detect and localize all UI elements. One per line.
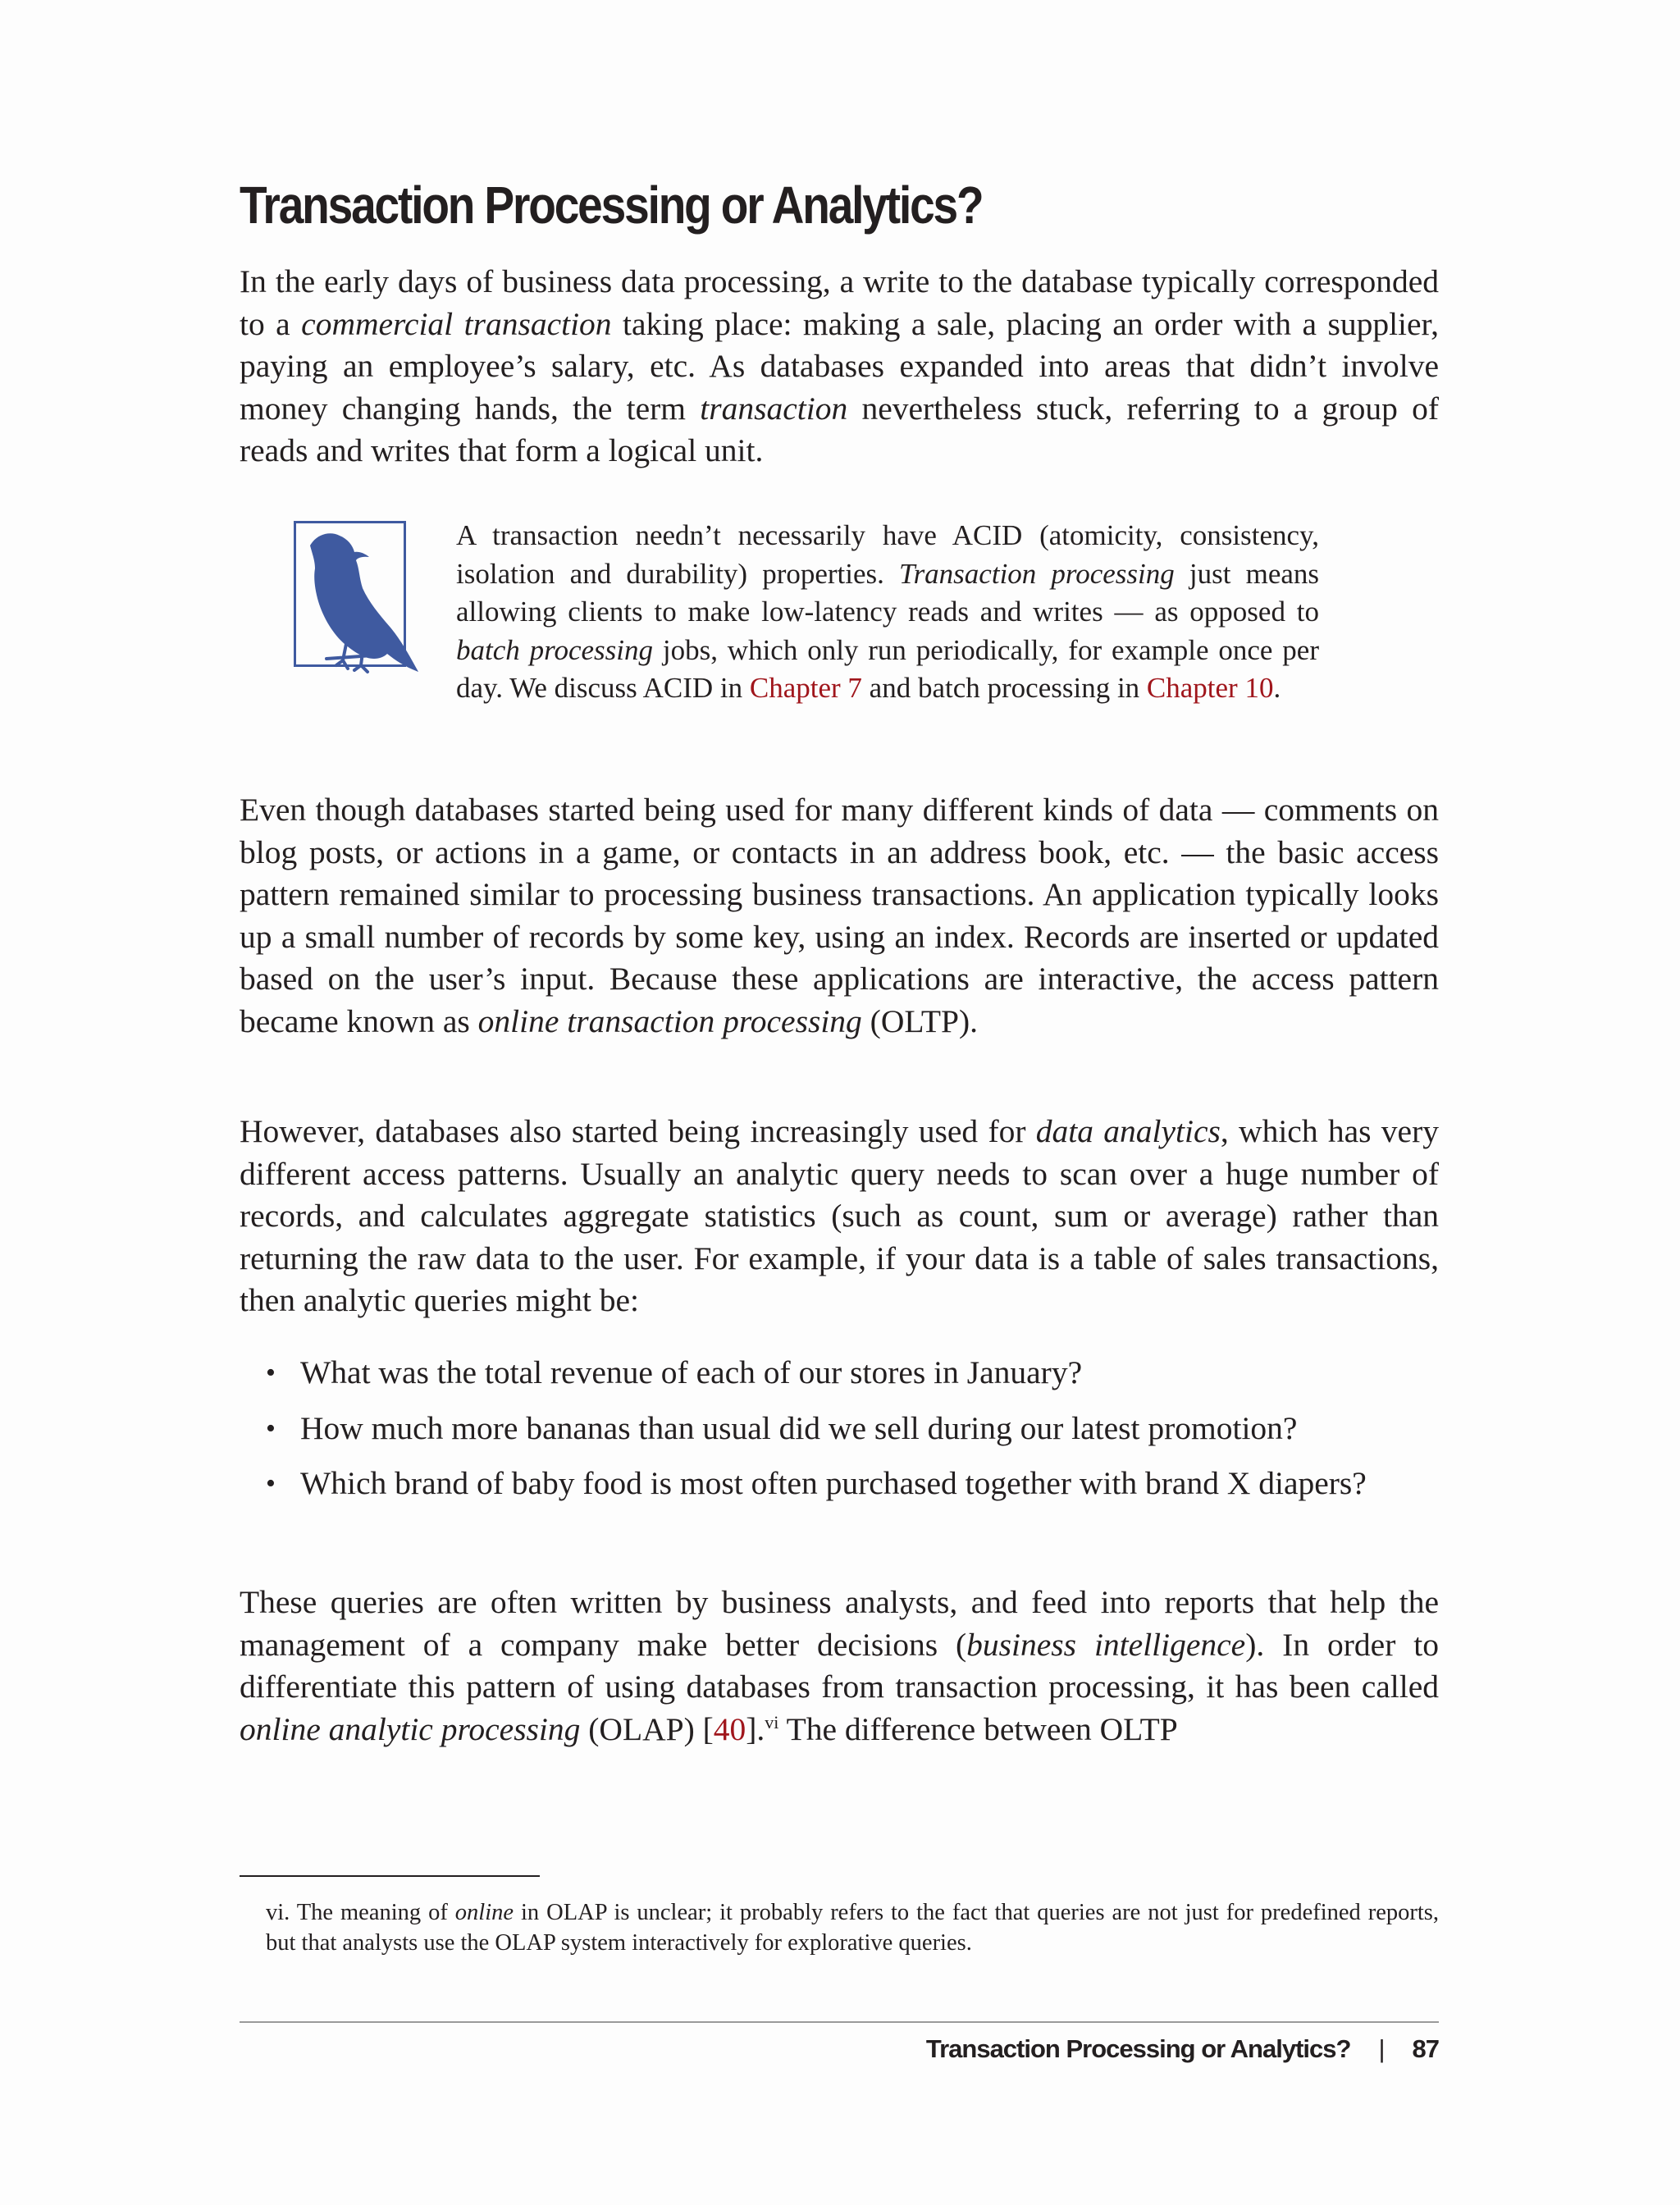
emphasis-term: online transaction processing (477, 1002, 862, 1039)
chapter-10-link[interactable]: Chapter 10 (1146, 672, 1274, 704)
analytic-queries-list (240, 1352, 1439, 1518)
footer-separator: | (1378, 2034, 1385, 2063)
text-run: ). In order to differentiate this pattern of using databases from transaction processing, it has been called (240, 1626, 1440, 1705)
text-run: (OLTP). (861, 1002, 978, 1039)
text-run: in OLAP is unclear; it probably refers to the fact that queries are not just for predefined reports, but that analysts use the OLAP system interactively for explorative queries. (266, 1900, 1440, 1956)
paragraph-olap (240, 1582, 1439, 1751)
list-item (240, 1408, 1439, 1450)
text-run: nevertheless stuck, referring to a group of reads and writes that form a logical unit. (240, 390, 1440, 468)
text-run: just means allowing clients to make low-latency reads and writes — as opposed to (456, 557, 1320, 628)
chapter-7-link[interactable]: Chapter 7 (749, 672, 862, 704)
bullet-icon: • (266, 1358, 276, 1388)
text-run: The meaning of (290, 1900, 455, 1925)
footnote-vi (266, 1897, 1439, 1958)
note-callout (456, 517, 1319, 708)
bullet-icon: • (266, 1413, 276, 1444)
bird-icon (294, 521, 425, 677)
list-item (240, 1352, 1439, 1395)
text-run: ]. (746, 1710, 765, 1747)
footnote-label: vi. (266, 1900, 290, 1925)
emphasis-term: batch processing (456, 633, 653, 666)
emphasis-term: online (454, 1900, 514, 1925)
emphasis-term: commercial transaction (301, 305, 612, 342)
text-run: However, databases also started being increasingly used for (240, 1113, 1036, 1149)
emphasis-term: business intelligence (966, 1626, 1246, 1663)
text-run: and batch processing in (861, 672, 1147, 704)
list-item-text: What was the total revenue of each of our stores in January? (300, 1354, 1083, 1390)
text-run: Even though databases started being used for many different kinds of data — comments on blog posts, or actions in a game, or contacts in an address book, etc. — the basic access pattern remained similar to processing business transactions. An application typically looks up a small number of records by some key, using an index. Records are inserted or updated based on the user’s input. Because these applications are interactive, the access pattern became known as (240, 792, 1439, 1039)
footer-divider (240, 2021, 1439, 2023)
paragraph-analytics (240, 1111, 1439, 1322)
page-number: 87 (1412, 2034, 1439, 2063)
emphasis-term: Transaction processing (899, 557, 1175, 590)
text-run: In the early days of business data processing, a write to the database typically corresponded to a (240, 263, 1439, 342)
list-item-text: How much more bananas than usual did we sell during our latest promotion? (300, 1409, 1298, 1446)
emphasis-term: transaction (700, 390, 848, 427)
text-run: These queries are often written by business analysts, and feed into reports that help the management of a company make better decisions ( (240, 1584, 1439, 1663)
reference-40-link[interactable]: 40 (713, 1710, 746, 1747)
text-run: (OLAP) [ (580, 1710, 714, 1747)
footer-section-title: Transaction Processing or Analytics? (925, 2034, 1351, 2063)
emphasis-term: online analytic processing (240, 1710, 581, 1747)
list-item-text: Which brand of baby food is most often purchased together with brand X diapers? (300, 1465, 1367, 1501)
bullet-icon: • (266, 1468, 276, 1499)
text-run: taking place: making a sale, placing an order with a supplier, paying an employee’s salary, etc. As databases expanded into areas that didn’t involve money changing hands, the term (240, 305, 1439, 427)
paragraph-intro (240, 261, 1439, 472)
footnote-divider (240, 1875, 540, 1877)
text-run: A transaction needn’t necessarily have ACID (atomicity, consistency, isolation and durability) properties. (456, 519, 1319, 590)
text-run: . (1273, 672, 1281, 704)
list-item (240, 1463, 1439, 1505)
text-run: jobs, which only run periodically, for example once per day. We discuss ACID in (456, 633, 1319, 704)
running-footer (926, 2029, 1439, 2070)
paragraph-oltp (240, 789, 1439, 1043)
section-heading: Transaction Processing or Analytics? (240, 176, 983, 235)
footnote-marker[interactable]: vi (765, 1711, 779, 1732)
text-run: , which has very different access patterns. Usually an analytic query needs to scan over a huge number of records, and calculates aggregate statistics (such as count, sum or average) rather than returning the raw data to the user. For example, if your data is a table of sales transactions, then analytic queries might be: (240, 1113, 1439, 1318)
emphasis-term: data analytics (1035, 1113, 1221, 1149)
text-run: The difference between OLTP (778, 1710, 1178, 1747)
